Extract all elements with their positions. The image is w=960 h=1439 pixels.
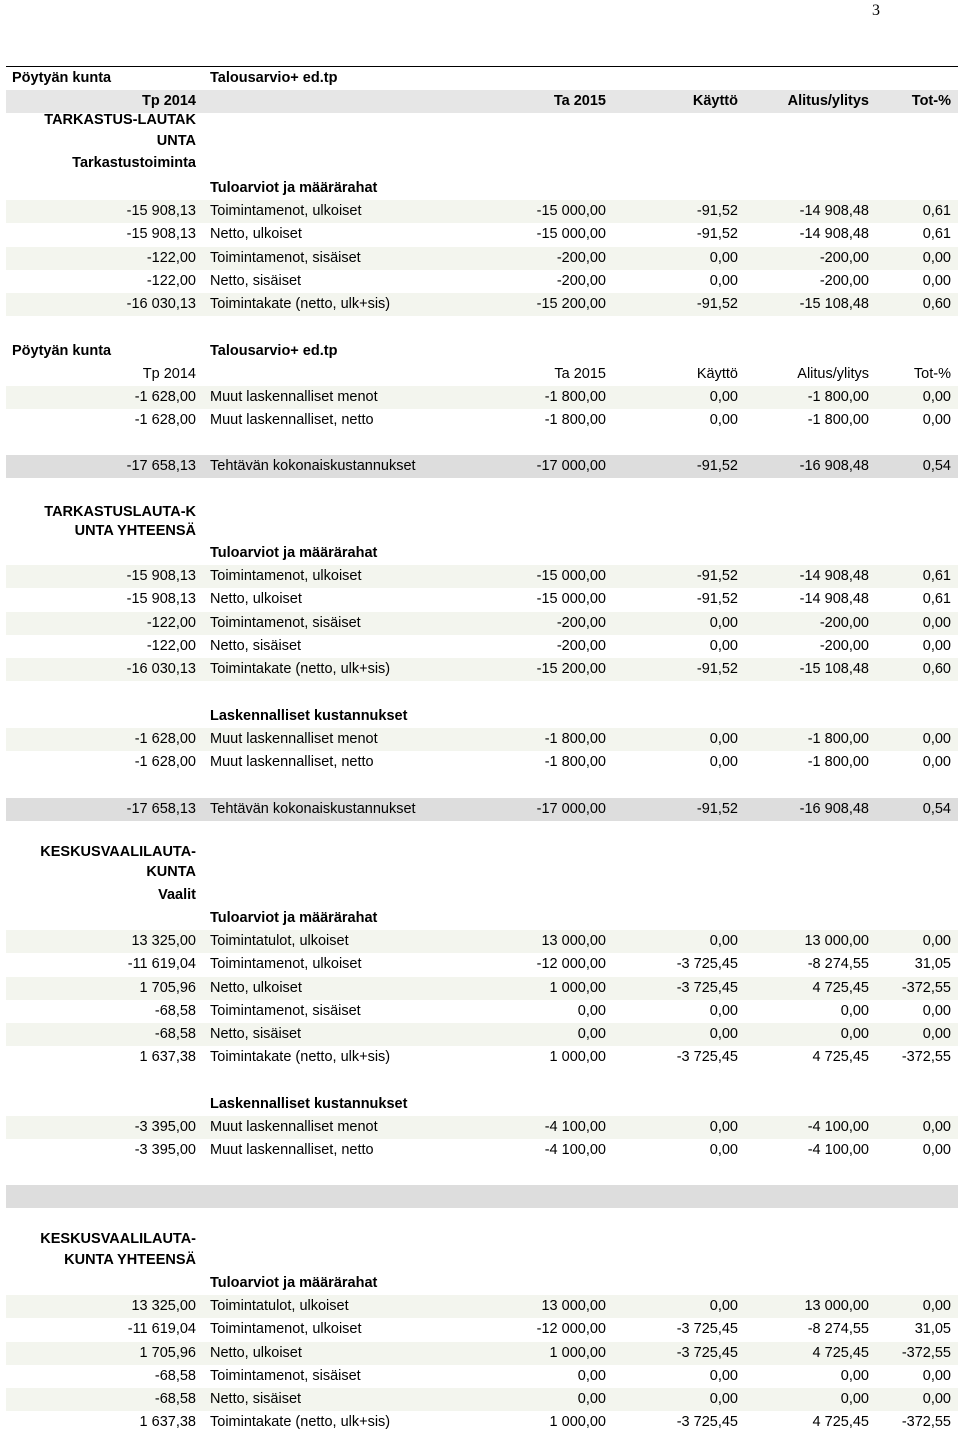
section-title: TARKASTUS-LAUTAK <box>44 112 196 128</box>
row-ta2015: -12 000,00 <box>536 956 606 973</box>
row-label: Toimintatulot, ulkoiset <box>210 933 349 949</box>
group-heading: Laskennalliset kustannukset <box>210 708 408 724</box>
row-label: Toimintamenot, ulkoiset <box>210 203 362 219</box>
row-label: Toimintamenot, ulkoiset <box>210 568 362 584</box>
section-title: UNTA YHTEENSÄ <box>74 523 196 539</box>
table-row <box>6 1000 958 1023</box>
row-ta2015: -15 200,00 <box>536 661 606 677</box>
row-label: Netto, sisäiset <box>210 272 302 289</box>
row-tot-percent: 0,61 <box>922 203 951 219</box>
row-alitus: 13 000,00 <box>804 1298 869 1314</box>
row-label: Toimintakate (netto, ulk+sis) <box>210 1049 391 1066</box>
row-label: Toimintamenot, ulkoiset <box>210 1321 362 1338</box>
table-row <box>6 1388 958 1411</box>
section-title: KUNTA YHTEENSÄ <box>64 1252 196 1268</box>
row-kaytto: 0,00 <box>709 1391 738 1407</box>
row-ta2015: -200,00 <box>556 637 606 654</box>
row-alitus: -4 100,00 <box>807 1142 869 1159</box>
row-tp2014: 1 637,38 <box>139 1414 196 1431</box>
total-label: Tehtävän kokonaiskustannukset <box>210 801 416 817</box>
row-ta2015: -15 000,00 <box>536 568 606 584</box>
row-alitus: -15 108,48 <box>799 661 869 677</box>
table-row <box>6 1023 958 1046</box>
row-alitus: -8 274,55 <box>807 956 869 973</box>
table-row <box>6 1365 958 1388</box>
row-tot-percent: 0,60 <box>922 296 951 312</box>
row-alitus: 4 725,45 <box>812 979 869 996</box>
row-ta2015: -15 000,00 <box>536 226 606 243</box>
section-title: TARKASTUSLAUTA-K <box>44 504 196 520</box>
row-alitus: -1 800,00 <box>807 389 869 405</box>
total-tot: 0,54 <box>922 801 951 817</box>
row-kaytto: 0,00 <box>709 412 738 429</box>
row-alitus: -14 908,48 <box>799 591 869 608</box>
row-tot-percent: 0,00 <box>922 1026 951 1042</box>
total-label: Tehtävän kokonaiskustannukset <box>210 458 416 474</box>
row-kaytto: -91,52 <box>696 568 738 584</box>
total-alitus: -16 908,48 <box>799 801 869 817</box>
section-title: KESKUSVAALILAUTA- <box>40 1231 196 1247</box>
row-alitus: -4 100,00 <box>807 1119 869 1135</box>
row-label: Toimintamenot, sisäiset <box>210 1367 361 1384</box>
row-label: Muut laskennalliset, netto <box>210 412 374 429</box>
group-heading: Tuloarviot ja määrärahat <box>210 545 378 561</box>
row-tp2014: -3 395,00 <box>134 1119 196 1135</box>
row-ta2015: -1 800,00 <box>544 389 606 405</box>
row-ta2015: 13 000,00 <box>541 1298 606 1314</box>
row-tp2014: 1 705,96 <box>139 1344 196 1361</box>
row-alitus: -1 800,00 <box>807 754 869 771</box>
row-tot-percent: 0,00 <box>922 731 951 747</box>
row-alitus: -14 908,48 <box>799 226 869 243</box>
row-ta2015: 1 000,00 <box>549 1414 606 1431</box>
row-tot-percent: 0,00 <box>922 614 951 631</box>
row-tot-percent: 31,05 <box>914 956 951 973</box>
section-title: UNTA <box>156 133 196 149</box>
row-ta2015: 1 000,00 <box>549 979 606 996</box>
row-tp2014: -68,58 <box>154 1367 196 1384</box>
row-alitus: 4 725,45 <box>812 1414 869 1431</box>
row-kaytto: 0,00 <box>709 1367 738 1384</box>
row-tp2014: -122,00 <box>146 272 196 289</box>
row-tp2014: 1 637,38 <box>139 1049 196 1066</box>
row-label: Netto, sisäiset <box>210 1026 302 1042</box>
row-label: Netto, ulkoiset <box>210 591 302 608</box>
row-kaytto: 0,00 <box>709 731 738 747</box>
row-tp2014: 13 325,00 <box>131 1298 196 1314</box>
row-tp2014: 13 325,00 <box>131 933 196 949</box>
header-municipality: Pöytyän kunta <box>12 343 112 359</box>
row-kaytto: -3 725,45 <box>676 1414 738 1431</box>
row-ta2015: -200,00 <box>556 272 606 289</box>
row-label: Toimintakate (netto, ulk+sis) <box>210 296 391 312</box>
row-ta2015: -1 800,00 <box>544 412 606 429</box>
row-kaytto: 0,00 <box>709 272 738 289</box>
row-kaytto: -3 725,45 <box>676 956 738 973</box>
row-alitus: -14 908,48 <box>799 568 869 584</box>
group-heading: Tuloarviot ja määrärahat <box>210 1275 378 1291</box>
row-tot-percent: 0,00 <box>922 389 951 405</box>
column-header-ta: Ta 2015 <box>553 93 606 109</box>
row-label: Muut laskennalliset menot <box>210 731 378 747</box>
column-header-tp: Tp 2014 <box>142 366 196 382</box>
row-tp2014: -15 908,13 <box>126 568 196 584</box>
column-header-tot: Tot-% <box>911 93 951 109</box>
header-budget-label: Talousarvio+ ed.tp <box>210 343 338 359</box>
row-kaytto: -3 725,45 <box>676 1049 738 1066</box>
column-header-kaytto: Käyttö <box>692 93 738 109</box>
row-tp2014: -15 908,13 <box>126 203 196 219</box>
row-ta2015: 1 000,00 <box>549 1344 606 1361</box>
row-alitus: -200,00 <box>819 249 869 266</box>
row-label: Muut laskennalliset menot <box>210 389 378 405</box>
row-label: Toimintamenot, ulkoiset <box>210 956 362 973</box>
total-kaytto: -91,52 <box>696 458 738 474</box>
total-kaytto: -91,52 <box>696 801 738 817</box>
row-label: Netto, sisäiset <box>210 1391 302 1407</box>
row-alitus: -200,00 <box>819 637 869 654</box>
total-ta: -17 000,00 <box>536 801 606 817</box>
row-tot-percent: 0,00 <box>922 412 951 429</box>
row-kaytto: 0,00 <box>709 1026 738 1042</box>
row-alitus: 4 725,45 <box>812 1344 869 1361</box>
row-ta2015: 13 000,00 <box>541 933 606 949</box>
row-tot-percent: -372,55 <box>901 1414 951 1431</box>
row-tp2014: -16 030,13 <box>126 661 196 677</box>
row-tot-percent: -372,55 <box>901 1344 951 1361</box>
column-header-tp: Tp 2014 <box>142 93 196 109</box>
row-tot-percent: 0,00 <box>922 1367 951 1384</box>
row-tot-percent: 0,61 <box>922 226 951 243</box>
row-tp2014: -1 628,00 <box>134 389 196 405</box>
row-tp2014: -15 908,13 <box>126 226 196 243</box>
page-number: 3 <box>872 2 880 19</box>
row-kaytto: 0,00 <box>709 1002 738 1019</box>
empty-total-band <box>6 1185 958 1208</box>
row-tp2014: -122,00 <box>146 614 196 631</box>
row-alitus: 0,00 <box>840 1026 869 1042</box>
row-tot-percent: 0,00 <box>922 1391 951 1407</box>
row-label: Toimintakate (netto, ulk+sis) <box>210 1414 391 1431</box>
section-subtitle: Vaalit <box>158 887 196 903</box>
row-ta2015: -12 000,00 <box>536 1321 606 1338</box>
row-tp2014: -16 030,13 <box>126 296 196 312</box>
row-kaytto: 0,00 <box>709 637 738 654</box>
section-subtitle: Tarkastustoiminta <box>72 155 196 171</box>
row-label: Toimintamenot, sisäiset <box>210 614 361 631</box>
row-tot-percent: 0,00 <box>922 637 951 654</box>
row-label: Toimintamenot, sisäiset <box>210 249 361 266</box>
row-tp2014: -122,00 <box>146 249 196 266</box>
row-alitus: 0,00 <box>840 1002 869 1019</box>
row-ta2015: -15 000,00 <box>536 591 606 608</box>
group-heading: Tuloarviot ja määrärahat <box>210 910 378 926</box>
row-ta2015: 0,00 <box>577 1367 606 1384</box>
row-label: Netto, ulkoiset <box>210 1344 302 1361</box>
row-tp2014: -1 628,00 <box>134 754 196 771</box>
row-label: Netto, sisäiset <box>210 637 302 654</box>
row-tot-percent: -372,55 <box>901 1049 951 1066</box>
row-tot-percent: 0,00 <box>922 272 951 289</box>
total-alitus: -16 908,48 <box>799 458 869 474</box>
row-ta2015: 0,00 <box>577 1002 606 1019</box>
row-label: Toimintatulot, ulkoiset <box>210 1298 349 1314</box>
row-ta2015: -1 800,00 <box>544 731 606 747</box>
column-header-alitus: Alitus/ylitys <box>787 93 869 109</box>
row-ta2015: 0,00 <box>577 1391 606 1407</box>
row-ta2015: -15 200,00 <box>536 296 606 312</box>
group-heading: Laskennalliset kustannukset <box>210 1096 408 1112</box>
row-tot-percent: -372,55 <box>901 979 951 996</box>
row-tot-percent: 0,00 <box>922 1142 951 1159</box>
row-kaytto: 0,00 <box>709 754 738 771</box>
row-alitus: -200,00 <box>819 614 869 631</box>
row-ta2015: -200,00 <box>556 614 606 631</box>
row-tot-percent: 0,00 <box>922 1298 951 1314</box>
row-ta2015: 0,00 <box>577 1026 606 1042</box>
header-municipality: Pöytyän kunta <box>12 70 112 86</box>
row-ta2015: -15 000,00 <box>536 203 606 219</box>
row-alitus: -200,00 <box>819 272 869 289</box>
row-kaytto: 0,00 <box>709 249 738 266</box>
section-title: KUNTA <box>146 864 196 880</box>
row-label: Netto, ulkoiset <box>210 226 302 243</box>
row-kaytto: 0,00 <box>709 1142 738 1159</box>
header-budget-label: Talousarvio+ ed.tp <box>210 70 338 86</box>
row-tot-percent: 0,61 <box>922 568 951 584</box>
row-label: Muut laskennalliset menot <box>210 1119 378 1135</box>
row-tp2014: -11 619,04 <box>127 956 196 973</box>
row-label: Toimintamenot, sisäiset <box>210 1002 361 1019</box>
row-kaytto: -91,52 <box>696 226 738 243</box>
total-ta: -17 000,00 <box>536 458 606 474</box>
row-alitus: 13 000,00 <box>804 933 869 949</box>
row-kaytto: 0,00 <box>709 1298 738 1314</box>
row-kaytto: 0,00 <box>709 1119 738 1135</box>
row-kaytto: -91,52 <box>696 591 738 608</box>
row-tp2014: -68,58 <box>154 1391 196 1407</box>
total-tp: -17 658,13 <box>126 458 196 474</box>
row-tp2014: -1 628,00 <box>134 731 196 747</box>
total-tot: 0,54 <box>922 458 951 474</box>
row-kaytto: 0,00 <box>709 614 738 631</box>
row-tp2014: -15 908,13 <box>126 591 196 608</box>
row-alitus: -1 800,00 <box>807 412 869 429</box>
row-tot-percent: 0,60 <box>922 661 951 677</box>
row-ta2015: -1 800,00 <box>544 754 606 771</box>
row-tot-percent: 31,05 <box>914 1321 951 1338</box>
row-ta2015: -4 100,00 <box>544 1142 606 1159</box>
row-label: Toimintakate (netto, ulk+sis) <box>210 661 391 677</box>
row-tot-percent: 0,00 <box>922 754 951 771</box>
row-alitus: 0,00 <box>840 1367 869 1384</box>
total-tp: -17 658,13 <box>126 801 196 817</box>
row-tp2014: -68,58 <box>154 1002 196 1019</box>
row-ta2015: 1 000,00 <box>549 1049 606 1066</box>
row-tot-percent: 0,00 <box>922 933 951 949</box>
row-tp2014: -3 395,00 <box>134 1142 196 1159</box>
row-alitus: 4 725,45 <box>812 1049 869 1066</box>
row-alitus: -15 108,48 <box>799 296 869 312</box>
row-alitus: 0,00 <box>840 1391 869 1407</box>
row-kaytto: -91,52 <box>696 203 738 219</box>
row-tot-percent: 0,00 <box>922 1119 951 1135</box>
row-label: Muut laskennalliset, netto <box>210 754 374 771</box>
row-kaytto: 0,00 <box>709 933 738 949</box>
column-header-tot: Tot-% <box>913 366 951 382</box>
row-ta2015: -200,00 <box>556 249 606 266</box>
column-header-kaytto: Käyttö <box>696 366 738 382</box>
row-tp2014: -68,58 <box>154 1026 196 1042</box>
row-alitus: -8 274,55 <box>807 1321 869 1338</box>
row-kaytto: -91,52 <box>696 296 738 312</box>
group-heading: Tuloarviot ja määrärahat <box>210 180 378 196</box>
row-tot-percent: 0,00 <box>922 1002 951 1019</box>
row-tp2014: -122,00 <box>146 637 196 654</box>
row-tp2014: 1 705,96 <box>139 979 196 996</box>
row-tp2014: -11 619,04 <box>127 1321 196 1338</box>
row-label: Muut laskennalliset, netto <box>210 1142 374 1159</box>
row-kaytto: -3 725,45 <box>676 1321 738 1338</box>
column-header-alitus: Alitus/ylitys <box>797 366 869 382</box>
row-label: Netto, ulkoiset <box>210 979 302 996</box>
row-kaytto: -3 725,45 <box>676 1344 738 1361</box>
row-tot-percent: 0,61 <box>922 591 951 608</box>
top-rule <box>6 66 958 67</box>
row-kaytto: 0,00 <box>709 389 738 405</box>
row-alitus: -14 908,48 <box>799 203 869 219</box>
row-tot-percent: 0,00 <box>922 249 951 266</box>
row-ta2015: -4 100,00 <box>544 1119 606 1135</box>
row-alitus: -1 800,00 <box>807 731 869 747</box>
section-title: KESKUSVAALILAUTA- <box>40 844 196 860</box>
row-kaytto: -3 725,45 <box>676 979 738 996</box>
row-kaytto: -91,52 <box>696 661 738 677</box>
column-header-ta: Ta 2015 <box>554 366 606 382</box>
row-tp2014: -1 628,00 <box>134 412 196 429</box>
